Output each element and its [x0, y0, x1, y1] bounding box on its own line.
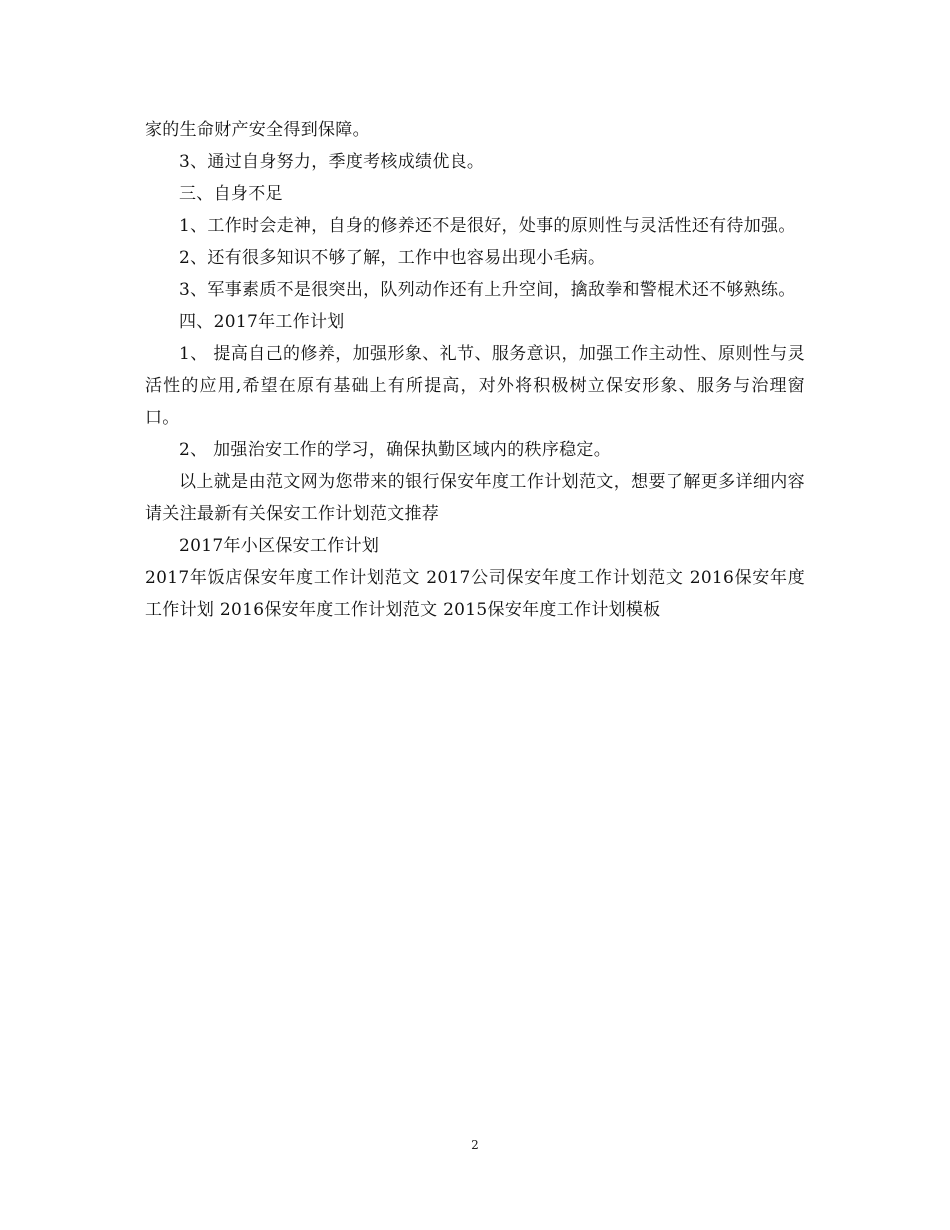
paragraph-6: 3、军事素质不是很突出，队列动作还有上升空间，擒敌拳和警棍术还不够熟练。 — [179, 280, 796, 300]
document-body — [145, 114, 805, 626]
section-heading-work-plan: 四、2017年工作计划 — [179, 312, 345, 332]
section-heading-shortcomings: 三、自身不足 — [179, 184, 283, 204]
paragraph-5: 2、还有很多知识不够了解，工作中也容易出现小毛病。 — [179, 248, 606, 268]
paragraph-8: 1、 提高自己的修养，加强形象、礼节、服务意识，加强工作主动性、原则性与灵活性的应用,希望在原有基础上有所提高，对外将积极树立保安形象、服务与治理窗口。 — [145, 344, 805, 428]
paragraph-4: 1、工作时会走神，自身的修养还不是很好，处事的原则性与灵活性还有待加强。 — [179, 216, 796, 236]
paragraph-1: 家的生命财产安全得到保障。 — [145, 120, 370, 140]
paragraph-9: 2、 加强治安工作的学习，确保执勤区域内的秩序稳定。 — [179, 440, 612, 460]
related-title: 2017年小区保安工作计划 — [179, 536, 380, 556]
paragraph-10: 以上就是由范文网为您带来的银行保安年度工作计划范文，想要了解更多详细内容请关注最新有关保安工作计划范文推荐 — [145, 472, 805, 524]
related-links: 2017年饭店保安年度工作计划范文 2017公司保安年度工作计划范文 2016保安年度工作计划 2016保安年度工作计划范文 2015保安年度工作计划模板 — [145, 568, 805, 620]
paragraph-2: 3、通过自身努力，季度考核成绩优良。 — [179, 152, 485, 172]
page-number: 2 — [471, 1138, 479, 1152]
